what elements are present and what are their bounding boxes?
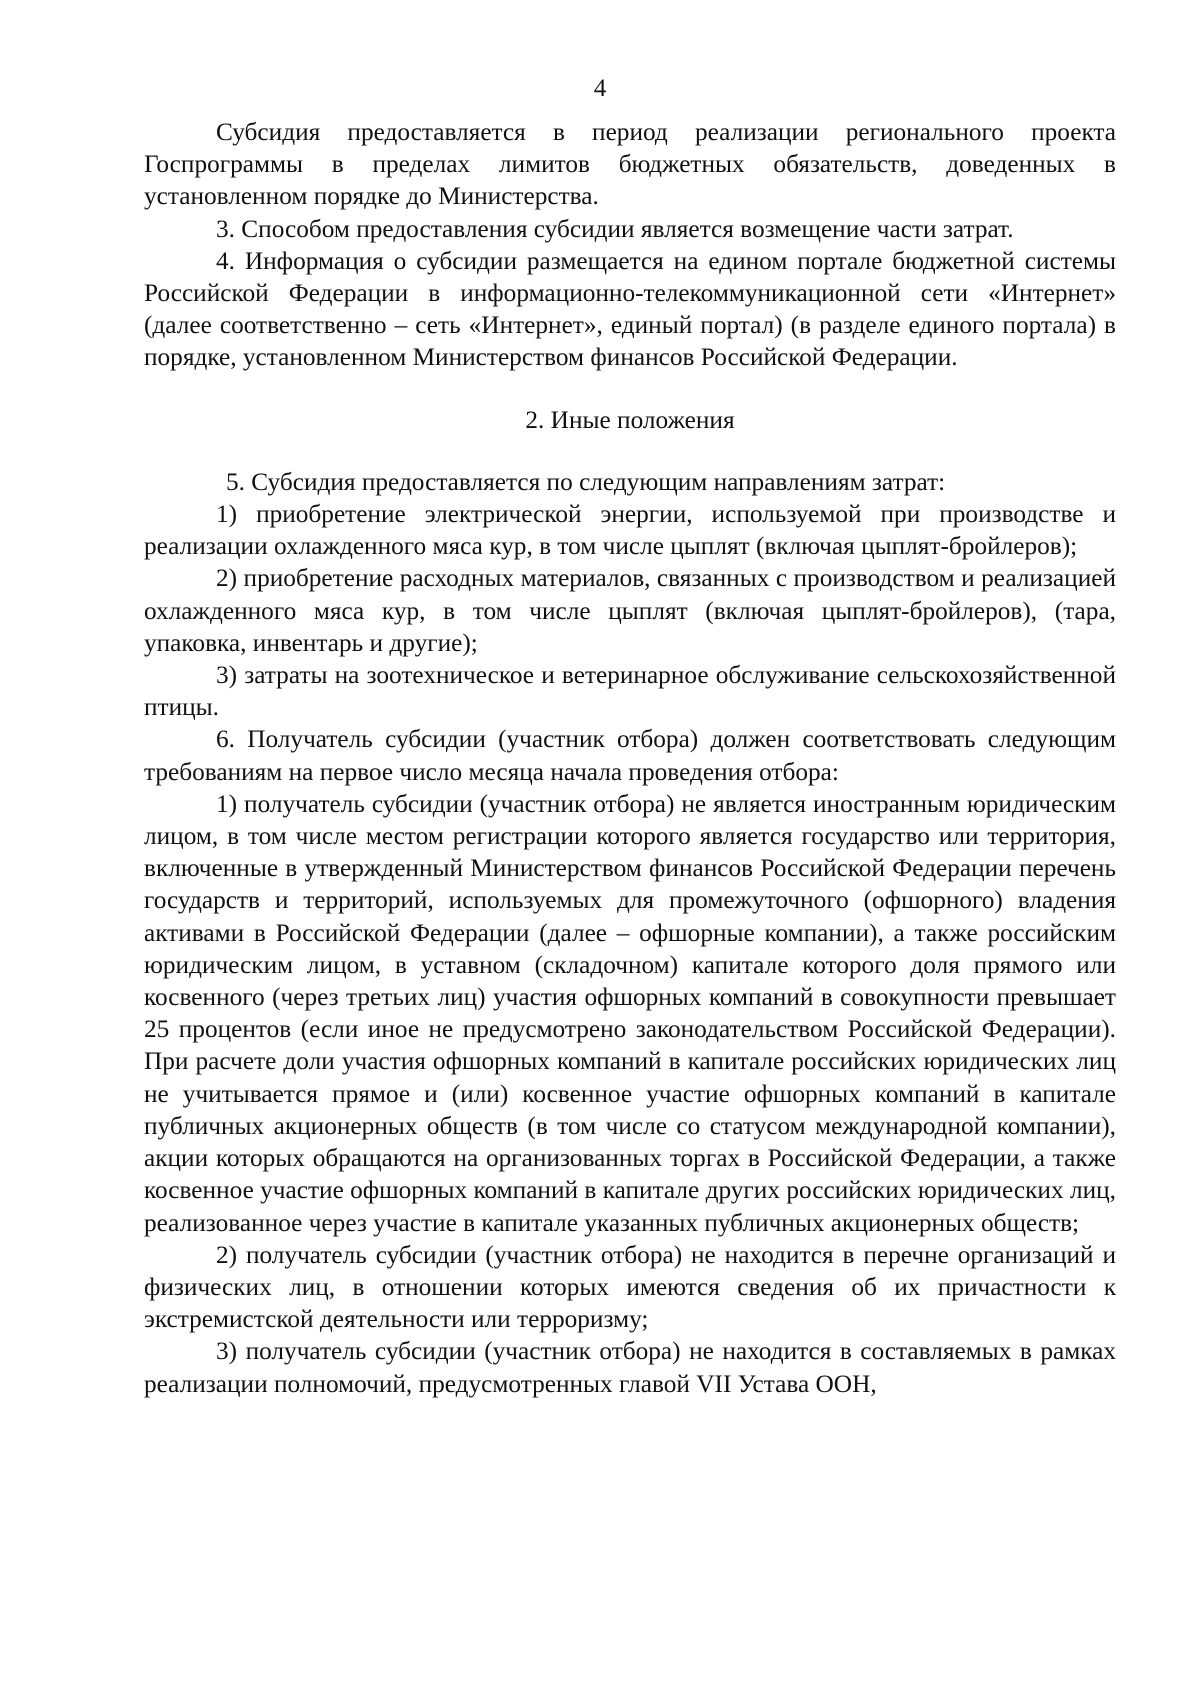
section-heading: 2. Иные положения [525,405,735,434]
paragraph-5-item-1: 1) приобретение электрической энергии, используемой при производстве и реализации охлажденного мяса кур, в том числе цыплят (включая цыплят-бройлеров); [144,500,1116,561]
paragraph-subsidy-period: Субсидия предоставляется в период реализации регионального проекта Госпрограммы в пределах лимитов бюджетных обязательств, доведенных в установленном порядке до Министерства. [144,118,1116,211]
paragraph-4: 4. Информация о субсидии размещается на едином портале бюджетной системы Российской Федерации в информационно-телекоммуникационной сети «Интернет» (далее соответственно – сеть «Интернет», единый портал) (в разделе единого портала) в порядке, установленном Министерством финансов Российской Федерации. [144,246,1116,372]
paragraph-6-item-2: 2) получатель субсидии (участник отбора) не находится в перечне организаций и физических лиц, в отношении которых имеются сведения об их причастности к экстремистской деятельности или терроризму; [144,1240,1116,1334]
paragraph-6: 6. Получатель субсидии (участник отбора) должен соответствовать следующим требованиям на первое число месяца начала проведения отбора: [144,725,1116,786]
paragraph-6-item-1: 1) получатель субсидии (участник отбора) не является иностранным юридическим лицом, в том числе местом регистрации которого является государство или территория, включенные в утвержденный Министерством финансов Российской Федерации перечень государств и территорий, используемых для промежуточного (офшорного) владения активами в Российской Федерации (далее – офшорные компании), а также российским юридическим лицом, в уставном (складочном) капитале которого доля прямого или косвенного (через третьих лиц) участия офшорных компаний в совокупности превышает 25 процентов (если иное не предусмотрено законодательством Российской Федерации). При расчете доли участия офшорных компаний в капитале российских юридических лиц не учитывается прямое и (или) косвенное участие офшорных компаний в капитале публичных акционерных обществ (в том числе со статусом международной компании), акции которых обращаются на организованных торгах в Российской Федерации, а также косвенное участие офшорных компаний в капитале других российских юридических лиц, реализованное через участие в капитале указанных публичных акционерных обществ; [144,789,1116,1237]
paragraph-3: 3. Способом предоставления субсидии является возмещение части затрат. [216,214,1014,243]
paragraph-5-item-2: 2) приобретение расходных материалов, связанных с производством и реализацией охлажденного мяса кур, в том числе цыплят (включая цыплят-бройлеров), (тара, упаковка, инвентарь и другие); [144,564,1116,657]
paragraph-5: 5. Субсидия предоставляется по следующим направлениям затрат: [226,467,946,496]
paragraph-5-item-3: 3) затраты на зоотехническое и ветеринарное обслуживание сельскохозяйственной птицы. [144,661,1116,722]
document-body [144,116,1116,1400]
paragraph-6-item-3: 3) получатель субсидии (участник отбора) не находится в составляемых в рамках реализации полномочий, предусмотренных главой VII Устава ООН, [144,1337,1116,1398]
page-number: 4 [593,75,607,102]
